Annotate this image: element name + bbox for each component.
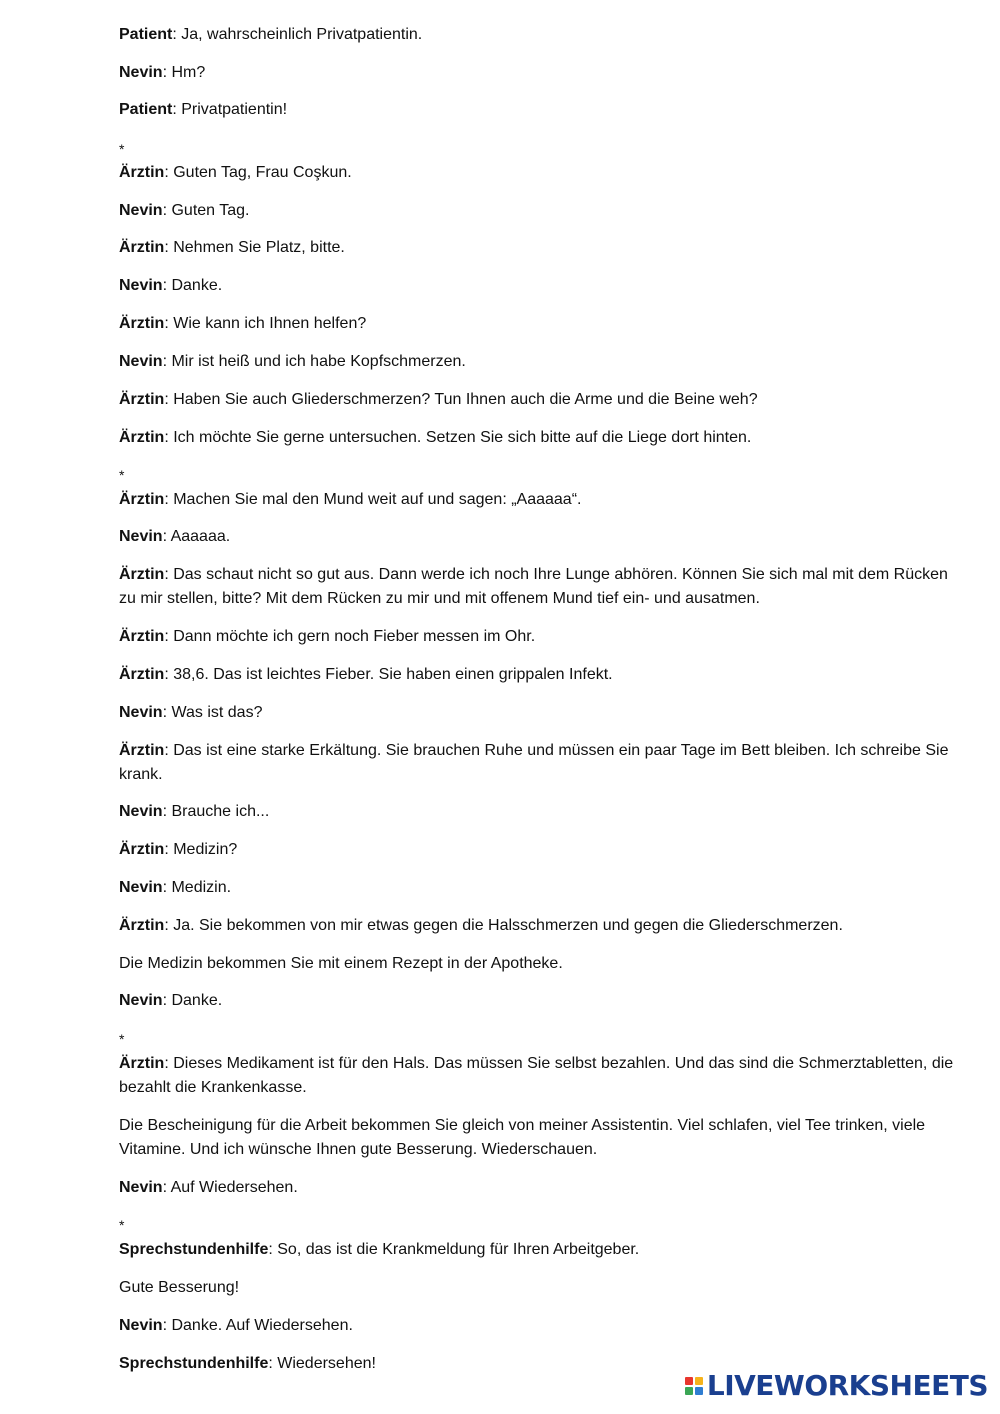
line-text: : Dann möchte ich gern noch Fieber messen im Ohr. bbox=[164, 628, 536, 645]
speaker-name: Nevin bbox=[119, 64, 163, 81]
logo-square bbox=[695, 1377, 703, 1385]
dialogue-line bbox=[119, 426, 964, 450]
line-text: : Ich möchte Sie gerne untersuchen. Setzen Sie sich bitte auf die Liege dort hinten. bbox=[164, 429, 752, 446]
speaker-name: Ärztin bbox=[119, 628, 165, 645]
line-text: : Privatpatientin! bbox=[172, 101, 288, 118]
speaker-name: Nevin bbox=[119, 879, 163, 896]
dialogue-line bbox=[119, 663, 964, 687]
line-text: : Aaaaaa. bbox=[162, 528, 231, 545]
dialogue-line bbox=[119, 525, 964, 549]
dialogue-line bbox=[119, 952, 964, 976]
speaker-name: Patient bbox=[119, 101, 173, 118]
scene-separator: * bbox=[119, 1031, 125, 1047]
dialogue-line bbox=[119, 388, 964, 412]
speaker-name: Patient bbox=[119, 26, 173, 43]
speaker-name: Nevin bbox=[119, 1317, 163, 1334]
speaker-name: Ärztin bbox=[119, 164, 165, 181]
line-text: : Wie kann ich Ihnen helfen? bbox=[164, 315, 367, 332]
speaker-name: Nevin bbox=[119, 1179, 163, 1196]
line-text: : Medizin. bbox=[162, 879, 232, 896]
speaker-name: Nevin bbox=[119, 704, 163, 721]
dialogue-line bbox=[119, 563, 964, 611]
line-text: : Auf Wiedersehen. bbox=[162, 1179, 298, 1196]
speaker-name: Ärztin bbox=[119, 841, 165, 858]
liveworksheets-logo bbox=[685, 1369, 988, 1402]
dialogue-line bbox=[119, 701, 964, 725]
line-text: : Ja. Sie bekommen von mir etwas gegen die Halsschmerzen und gegen die Gliederschmerzen. bbox=[164, 917, 843, 934]
speaker-name: Nevin bbox=[119, 528, 163, 545]
dialogue-line bbox=[119, 236, 964, 260]
speaker-name: Ärztin bbox=[119, 1055, 165, 1072]
dialogue-line bbox=[119, 1052, 964, 1100]
line-text: : 38,6. Das ist leichtes Fieber. Sie haben einen grippalen Infekt. bbox=[164, 666, 613, 683]
line-text: Die Medizin bekommen Sie mit einem Rezept in der Apotheke. bbox=[119, 955, 563, 972]
dialogue-line bbox=[119, 199, 964, 223]
line-text: : Was ist das? bbox=[162, 704, 263, 721]
speaker-name: Nevin bbox=[119, 353, 163, 370]
line-text: : Medizin? bbox=[164, 841, 238, 858]
scene-separator: * bbox=[119, 141, 125, 157]
line-text: : Ja, wahrscheinlich Privatpatientin. bbox=[172, 26, 423, 43]
line-text: : Guten Tag. bbox=[162, 202, 250, 219]
dialogue-line bbox=[119, 625, 964, 649]
speaker-name: Ärztin bbox=[119, 239, 165, 256]
speaker-name: Ärztin bbox=[119, 666, 165, 683]
dialogue-line bbox=[119, 800, 964, 824]
speaker-name: Ärztin bbox=[119, 391, 165, 408]
line-text: : Nehmen Sie Platz, bitte. bbox=[164, 239, 345, 256]
logo-square bbox=[685, 1387, 693, 1395]
line-text: Die Bescheinigung für die Arbeit bekommen Sie gleich von meiner Assistentin. Viel schlafen, viel Tee trinken, viele Vitamine. Und ich wünsche Ihnen gute Besserung. Wiederschauen. bbox=[119, 1117, 926, 1158]
line-text: : So, das ist die Krankmeldung für Ihren Arbeitgeber. bbox=[268, 1241, 640, 1258]
line-text: : Das ist eine starke Erkältung. Sie brauchen Ruhe und müssen ein paar Tage im Bett bleiben. Ich schreibe Sie krank. bbox=[119, 742, 949, 783]
dialogue-line bbox=[119, 1238, 964, 1262]
line-text: : Wiedersehen! bbox=[268, 1355, 376, 1372]
dialogue-line bbox=[119, 1114, 964, 1162]
dialogue-line bbox=[119, 488, 964, 512]
dialogue-line bbox=[119, 1276, 964, 1300]
dialogue-line bbox=[119, 312, 964, 336]
scene-separator: * bbox=[119, 467, 125, 483]
logo-square bbox=[685, 1377, 693, 1385]
scene-separator: * bbox=[119, 1217, 125, 1233]
speaker-name: Nevin bbox=[119, 992, 163, 1009]
dialogue-line bbox=[119, 350, 964, 374]
line-text: : Danke. bbox=[162, 992, 223, 1009]
dialogue-line bbox=[119, 23, 964, 47]
speaker-name: Ärztin bbox=[119, 742, 165, 759]
line-text: : Danke. bbox=[162, 277, 223, 294]
dialogue-line bbox=[119, 161, 964, 185]
line-text: : Danke. Auf Wiedersehen. bbox=[162, 1317, 353, 1334]
dialogue-line bbox=[119, 989, 964, 1013]
dialogue-line bbox=[119, 98, 964, 122]
line-text: : Mir ist heiß und ich habe Kopfschmerzen. bbox=[162, 353, 466, 370]
line-text: : Haben Sie auch Gliederschmerzen? Tun Ihnen auch die Arme und die Beine weh? bbox=[164, 391, 758, 408]
speaker-name: Sprechstundenhilfe bbox=[119, 1355, 269, 1372]
logo-mark-icon bbox=[685, 1377, 703, 1395]
speaker-name: Ärztin bbox=[119, 566, 165, 583]
speaker-name: Ärztin bbox=[119, 429, 165, 446]
dialogue-line bbox=[119, 61, 964, 85]
line-text: : Guten Tag, Frau Coşkun. bbox=[164, 164, 352, 181]
line-text: Gute Besserung! bbox=[119, 1279, 240, 1296]
dialogue-line bbox=[119, 876, 964, 900]
dialogue-line bbox=[119, 1176, 964, 1200]
dialogue-line bbox=[119, 914, 964, 938]
speaker-name: Ärztin bbox=[119, 491, 165, 508]
speaker-name: Ärztin bbox=[119, 315, 165, 332]
dialogue-line bbox=[119, 838, 964, 862]
dialogue-line bbox=[119, 1314, 964, 1338]
line-text: : Machen Sie mal den Mund weit auf und sagen: „Aaaaaa“. bbox=[164, 491, 582, 508]
dialogue-line bbox=[119, 274, 964, 298]
speaker-name: Sprechstundenhilfe bbox=[119, 1241, 269, 1258]
speaker-name: Ärztin bbox=[119, 917, 165, 934]
logo-square bbox=[695, 1387, 703, 1395]
line-text: : Brauche ich... bbox=[162, 803, 270, 820]
logo-text: LIVEWORKSHEETS bbox=[706, 1369, 988, 1402]
speaker-name: Nevin bbox=[119, 202, 163, 219]
speaker-name: Nevin bbox=[119, 803, 163, 820]
speaker-name: Nevin bbox=[119, 277, 163, 294]
line-text: : Das schaut nicht so gut aus. Dann werde ich noch Ihre Lunge abhören. Können Sie sich mal mit dem Rücken zu mir stellen, bitte? Mit dem Rücken zu mir und mit offenem Mund tief ein- und ausatmen. bbox=[119, 566, 948, 607]
dialogue-line bbox=[119, 739, 964, 787]
line-text: : Hm? bbox=[162, 64, 206, 81]
line-text: : Dieses Medikament ist für den Hals. Das müssen Sie selbst bezahlen. Und das sind die Schmerztabletten, die bezahlt die Krankenkasse. bbox=[119, 1055, 954, 1096]
